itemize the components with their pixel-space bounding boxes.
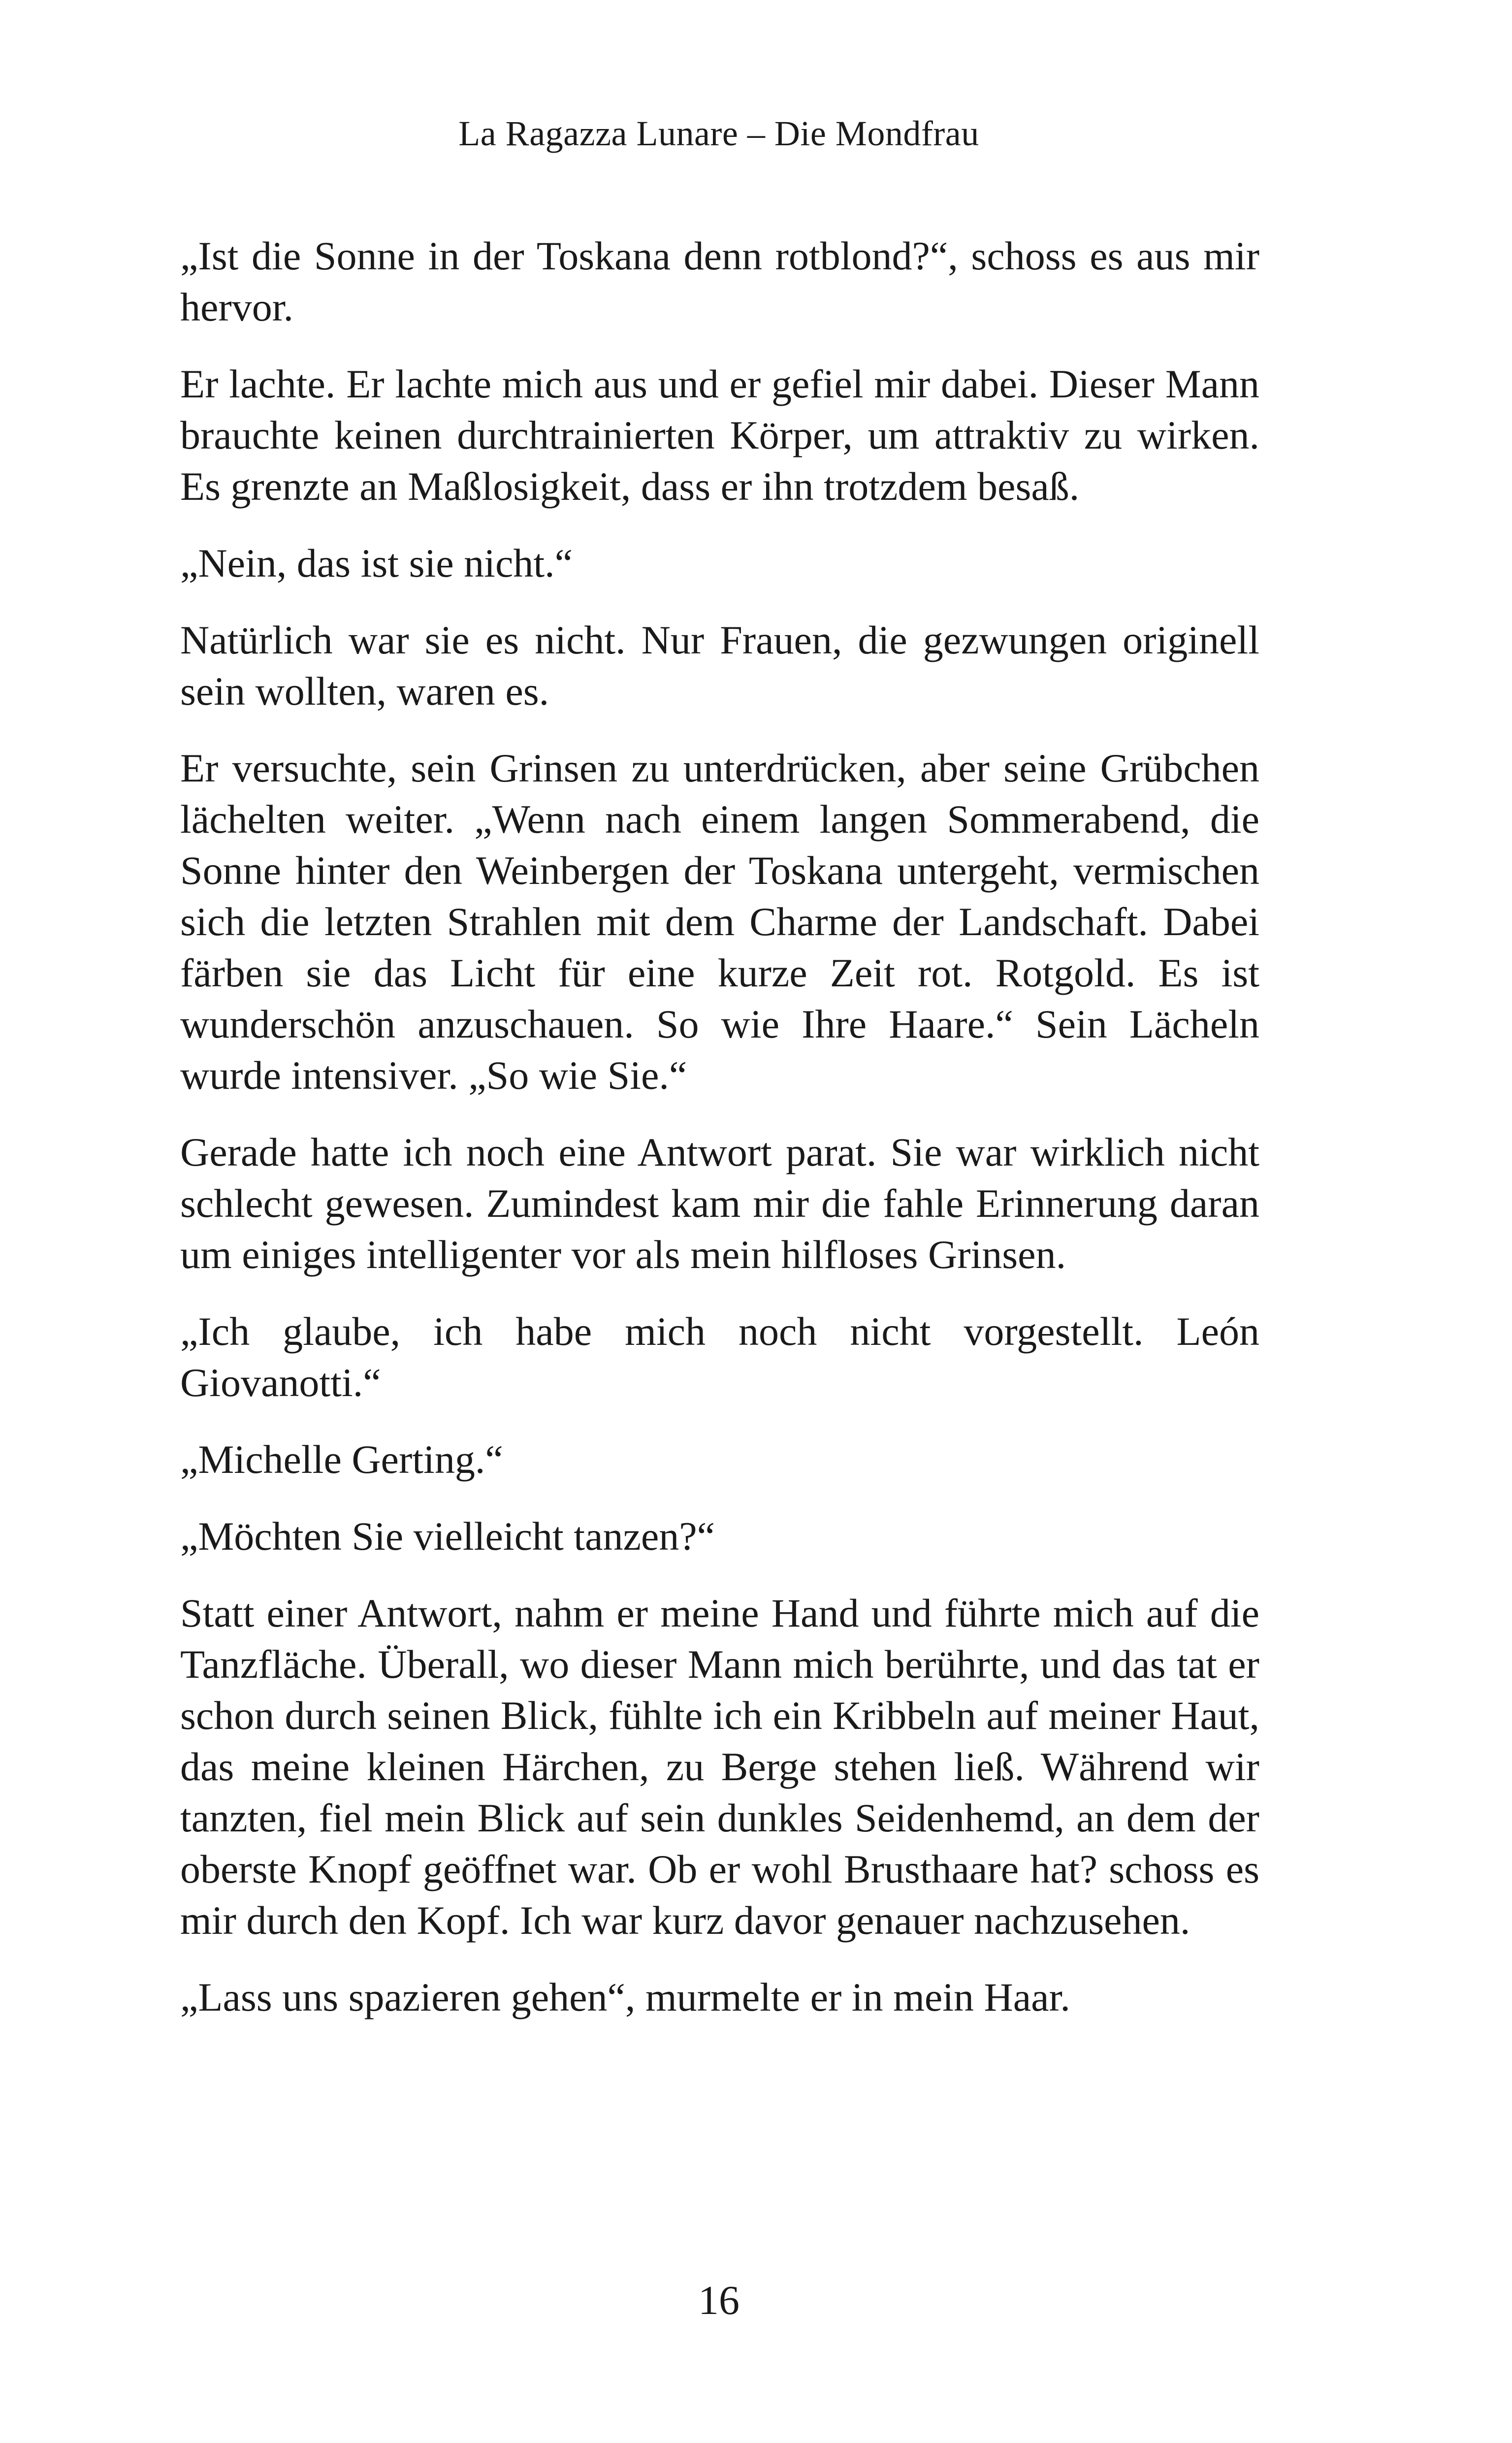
paragraph: „Möchten Sie vielleicht tanzen?“ [180, 1514, 715, 1559]
paragraph: „Ist die Sonne in der Toskana denn rotblond?“, schoss es aus mir hervor. [180, 233, 1259, 329]
paragraph: Gerade hatte ich noch eine Antwort parat. Sie war wirklich nicht schlecht gewesen. Zumindest kam mir die fahle Erinnerung daran um einiges intelligenter vor als mein hilfloses Grinsen. [180, 1130, 1259, 1277]
paragraph: Natürlich war sie es nicht. Nur Frauen, die gezwungen originell sein wollten, waren es. [180, 618, 1259, 714]
paragraph: Statt einer Antwort, nahm er meine Hand und führte mich auf die Tanzfläche. Überall, wo dieser Mann mich berührte, und das tat er schon durch seinen Blick, fühlte ich ein Kribbeln auf meiner Haut, das meine kleinen Härchen, zu Berge stehen ließ. Während wir tanzten, fiel mein Blick auf sein dunkles Seidenhemd, an dem der oberste Knopf geöffnet war. Ob er wohl Brusthaare hat? schoss es mir durch den Kopf. Ich war kurz davor genauer nachzusehen. [180, 1591, 1259, 1943]
page-number: 16 [698, 2278, 740, 2323]
paragraph: Er versuchte, sein Grinsen zu unterdrücken, aber seine Grübchen lächelten weiter. „Wenn nach einem langen Sommerabend, die Sonne hinter den Weinbergen der Toskana untergeht, vermischen sich die letzten Strahlen mit dem Charme der Landschaft. Dabei färben sie das Licht für eine kurze Zeit rot. Rotgold. Es ist wunderschön anzuschauen. So wie Ihre Haare.“ Sein Lächeln wurde intensiver. „So wie Sie.“ [180, 746, 1259, 1098]
running-header: La Ragazza Lunare – Die Mondfrau [458, 114, 979, 153]
paragraph: „Michelle Gerting.“ [180, 1437, 503, 1482]
body-text [180, 230, 1259, 2023]
paragraph: Er lachte. Er lachte mich aus und er gefiel mir dabei. Dieser Mann brauchte keinen durchtrainierten Körper, um attraktiv zu wirken. Es grenzte an Maßlosigkeit, dass er ihn trotzdem besaß. [180, 361, 1259, 509]
paragraph: „Lass uns spazieren gehen“, murmelte er in mein Haar. [180, 1975, 1070, 2020]
paragraph: „Ich glaube, ich habe mich noch nicht vorgestellt. León Giovanotti.“ [180, 1309, 1259, 1405]
paragraph: „Nein, das ist sie nicht.“ [180, 541, 573, 586]
